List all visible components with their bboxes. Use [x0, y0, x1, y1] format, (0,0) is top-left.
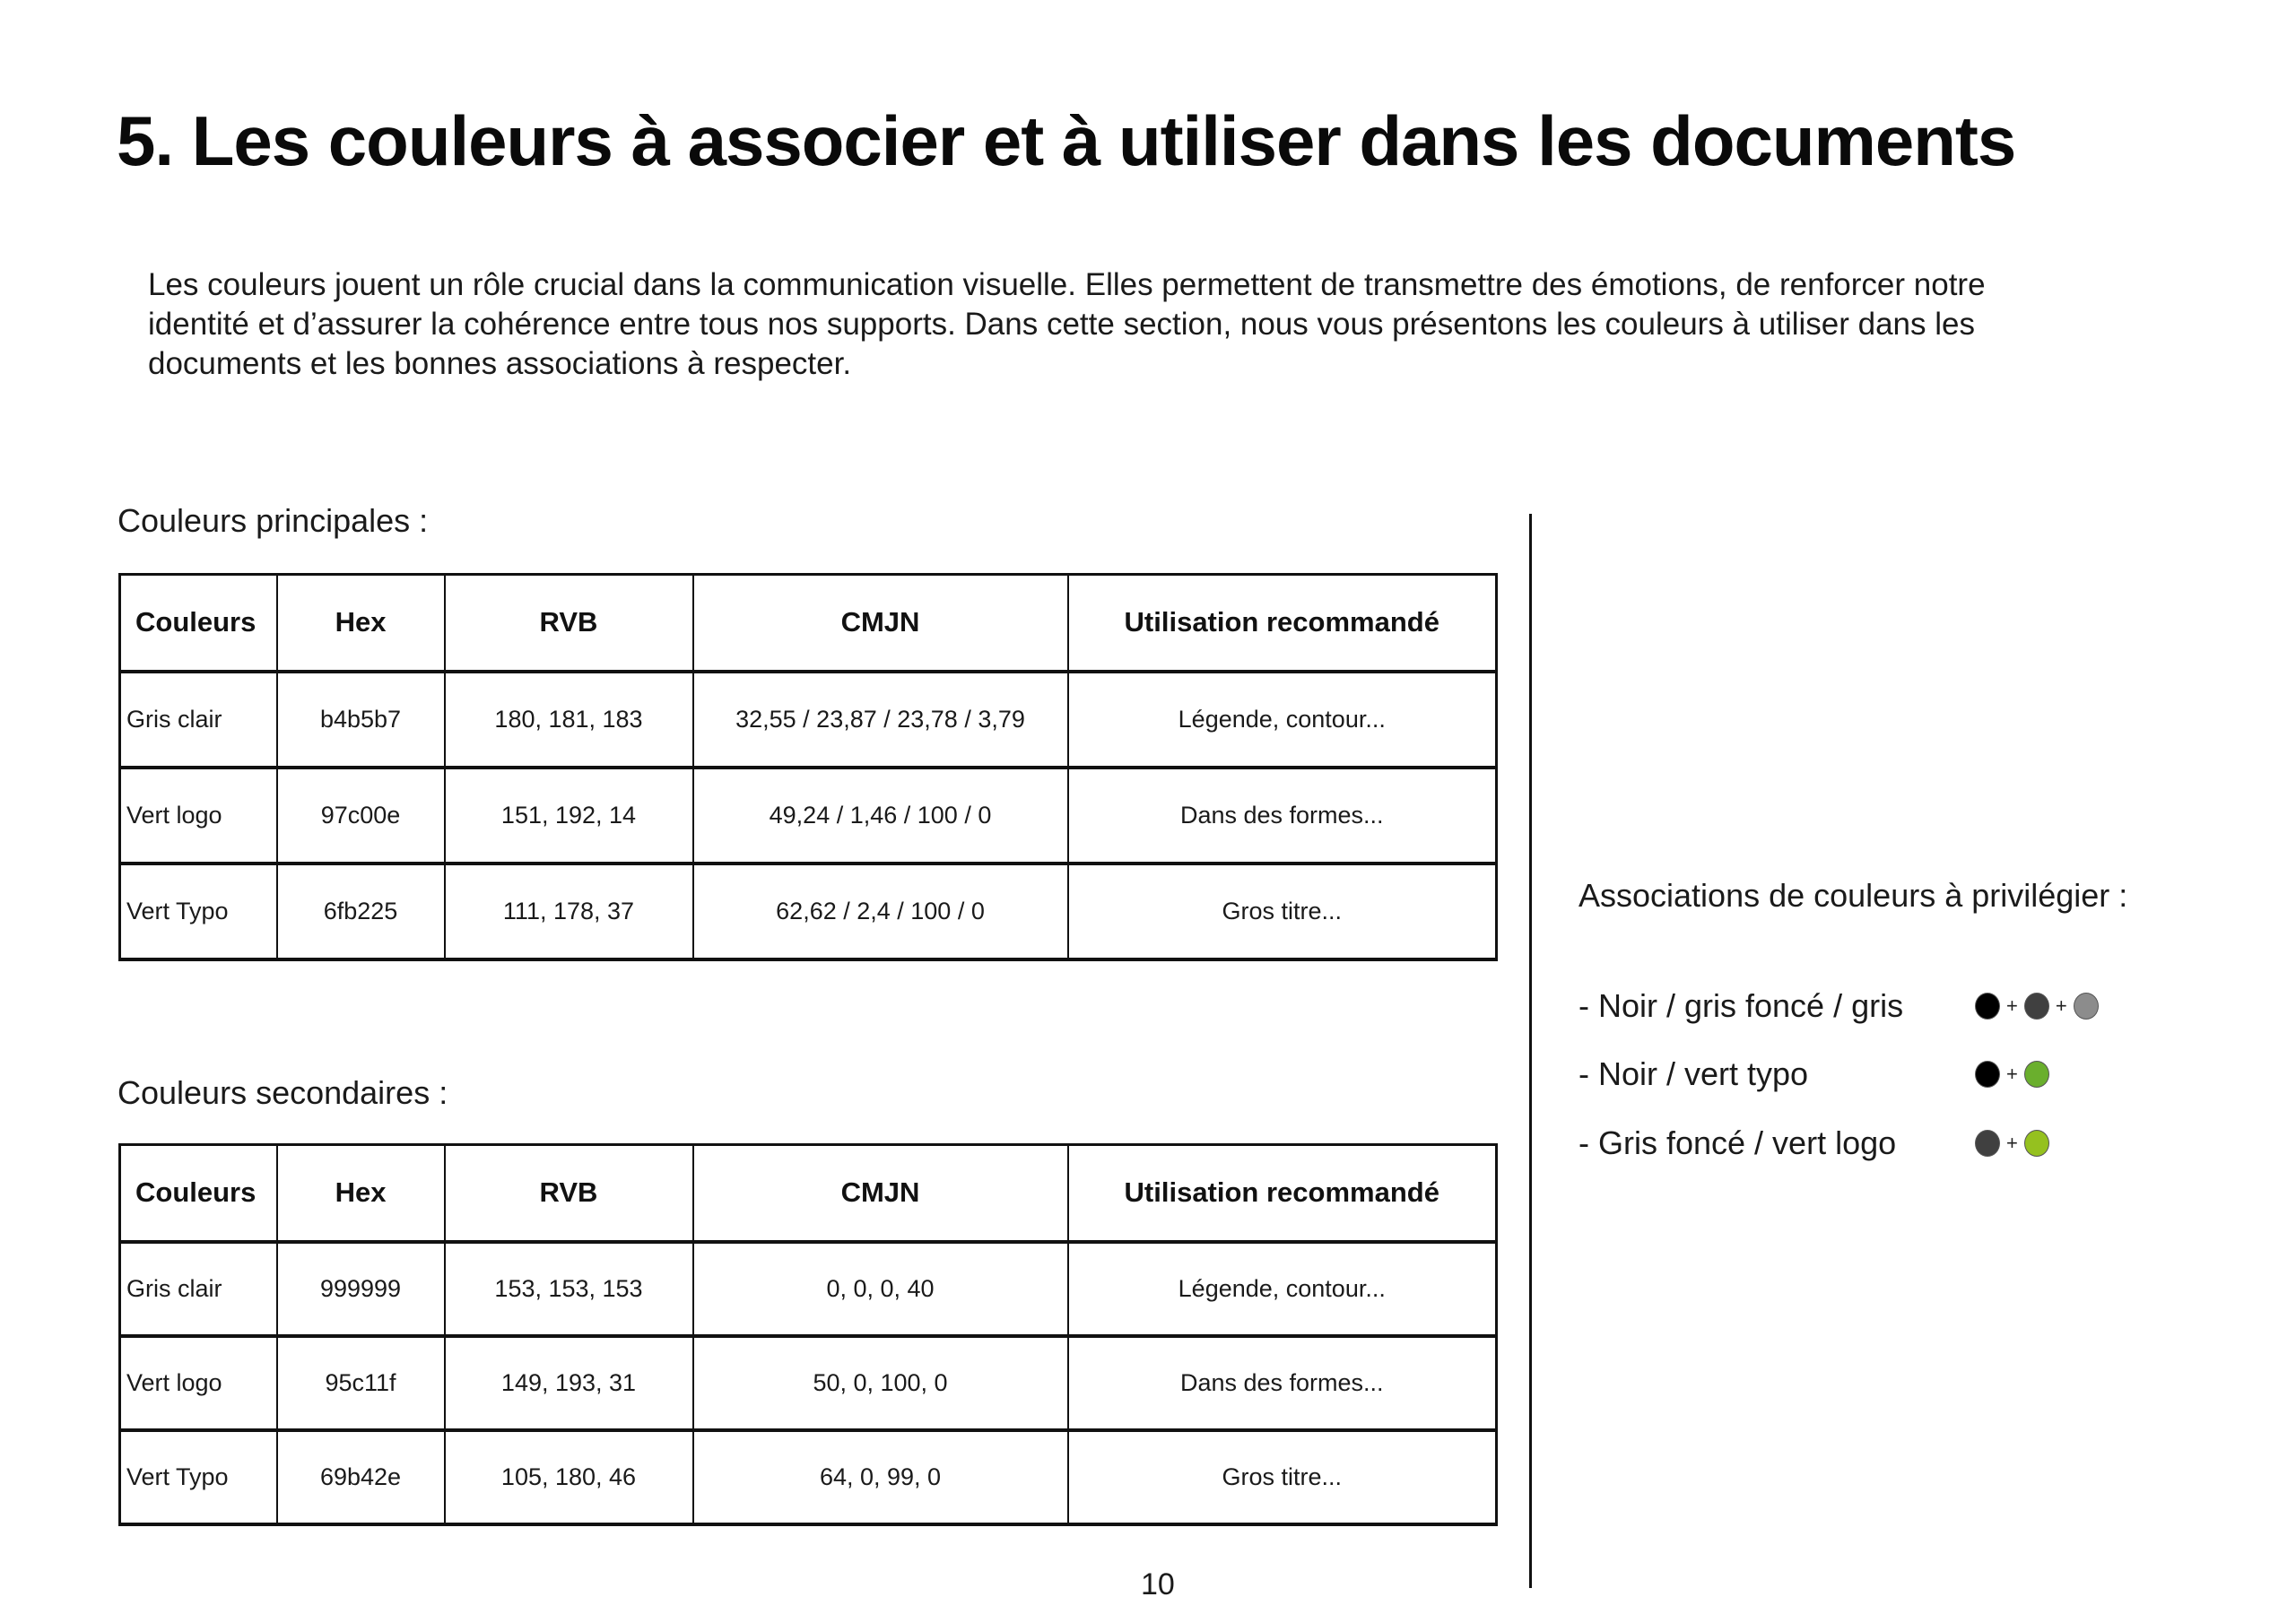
color-dot-icon	[2024, 1130, 2049, 1157]
plus-sign: +	[2006, 1132, 2018, 1154]
table-row	[120, 768, 1497, 864]
cell-hex: 69b42e	[277, 1430, 445, 1524]
header-hex: Hex	[277, 575, 445, 672]
plus-sign: +	[2006, 1063, 2018, 1085]
cell-color-name: Vert logo	[120, 1336, 277, 1430]
header-utilisation: Utilisation recommandé	[1068, 1145, 1497, 1242]
color-dot-icon	[1975, 1130, 2000, 1157]
table-row	[120, 1336, 1497, 1430]
association-item	[1578, 1055, 2049, 1094]
table-row	[120, 864, 1497, 959]
principal-colors-label: Couleurs principales :	[117, 502, 429, 539]
cell-cmjn: 0, 0, 0, 40	[693, 1242, 1068, 1336]
association-item	[1578, 1124, 2049, 1163]
cell-hex: b4b5b7	[277, 672, 445, 768]
association-label: - Gris foncé / vert logo	[1578, 1124, 1897, 1161]
header-rvb: RVB	[445, 1145, 693, 1242]
cell-cmjn: 49,24 / 1,46 / 100 / 0	[693, 768, 1068, 864]
cell-hex: 95c11f	[277, 1336, 445, 1430]
table-header-row	[120, 575, 1497, 672]
page-number: 10	[1141, 1567, 1175, 1601]
cell-cmjn: 64, 0, 99, 0	[693, 1430, 1068, 1524]
color-dot-icon	[2024, 993, 2049, 1020]
cell-color-name: Gris clair	[120, 672, 277, 768]
cell-color-name: Vert Typo	[120, 1430, 277, 1524]
cell-usage: Gros titre...	[1068, 864, 1497, 959]
cell-rvb: 180, 181, 183	[445, 672, 693, 768]
color-dot-icon	[2024, 1061, 2049, 1088]
cell-rvb: 153, 153, 153	[445, 1242, 693, 1336]
table-row	[120, 672, 1497, 768]
cell-hex: 97c00e	[277, 768, 445, 864]
cell-usage: Dans des formes...	[1068, 1336, 1497, 1430]
secondary-colors-table	[118, 1143, 1498, 1526]
table-header-row	[120, 1145, 1497, 1242]
cell-rvb: 111, 178, 37	[445, 864, 693, 959]
associations-title: Associations de couleurs à privilégier :	[1578, 877, 2128, 914]
association-label: - Noir / gris foncé / gris	[1578, 987, 1904, 1024]
cell-usage: Légende, contour...	[1068, 1242, 1497, 1336]
header-cmjn: CMJN	[693, 575, 1068, 672]
intro-paragraph: Les couleurs jouent un rôle crucial dans la communication visuelle. Elles permettent de transmettre des émotions, de renforcer notre identité et d’assurer la cohérence entre tous nos supports. Dans cette section, nous vous présentons les couleurs à utiliser dans les documents et les bonnes associations à respecter.	[148, 267, 1986, 381]
header-couleurs: Couleurs	[120, 575, 277, 672]
plus-sign: +	[2006, 994, 2018, 1017]
cell-usage: Gros titre...	[1068, 1430, 1497, 1524]
association-swatches	[1975, 1130, 2049, 1157]
table-row	[120, 1242, 1497, 1336]
plus-sign: +	[2055, 994, 2067, 1017]
association-label: - Noir / vert typo	[1578, 1055, 1809, 1092]
header-rvb: RVB	[445, 575, 693, 672]
association-swatches	[1975, 1061, 2049, 1088]
cell-cmjn: 62,62 / 2,4 / 100 / 0	[693, 864, 1068, 959]
header-utilisation: Utilisation recommandé	[1068, 575, 1497, 672]
cell-cmjn: 32,55 / 23,87 / 23,78 / 3,79	[693, 672, 1068, 768]
vertical-divider	[1529, 514, 1532, 1588]
cell-rvb: 105, 180, 46	[445, 1430, 693, 1524]
cell-cmjn: 50, 0, 100, 0	[693, 1336, 1068, 1430]
cell-hex: 999999	[277, 1242, 445, 1336]
cell-usage: Légende, contour...	[1068, 672, 1497, 768]
page-title: 5. Les couleurs à associer et à utiliser dans les documents	[117, 101, 2016, 180]
color-dot-icon	[1975, 993, 2000, 1020]
color-dot-icon	[1975, 1061, 2000, 1088]
principal-colors-table	[118, 573, 1498, 961]
cell-rvb: 151, 192, 14	[445, 768, 693, 864]
color-dot-icon	[2074, 993, 2099, 1020]
association-swatches	[1975, 993, 2099, 1020]
cell-color-name: Vert Typo	[120, 864, 277, 959]
association-item	[1578, 986, 2099, 1026]
cell-hex: 6fb225	[277, 864, 445, 959]
header-hex: Hex	[277, 1145, 445, 1242]
header-cmjn: CMJN	[693, 1145, 1068, 1242]
table-row	[120, 1430, 1497, 1524]
cell-usage: Dans des formes...	[1068, 768, 1497, 864]
header-couleurs: Couleurs	[120, 1145, 277, 1242]
secondary-colors-label: Couleurs secondaires :	[117, 1074, 448, 1111]
cell-color-name: Gris clair	[120, 1242, 277, 1336]
cell-color-name: Vert logo	[120, 768, 277, 864]
cell-rvb: 149, 193, 31	[445, 1336, 693, 1430]
